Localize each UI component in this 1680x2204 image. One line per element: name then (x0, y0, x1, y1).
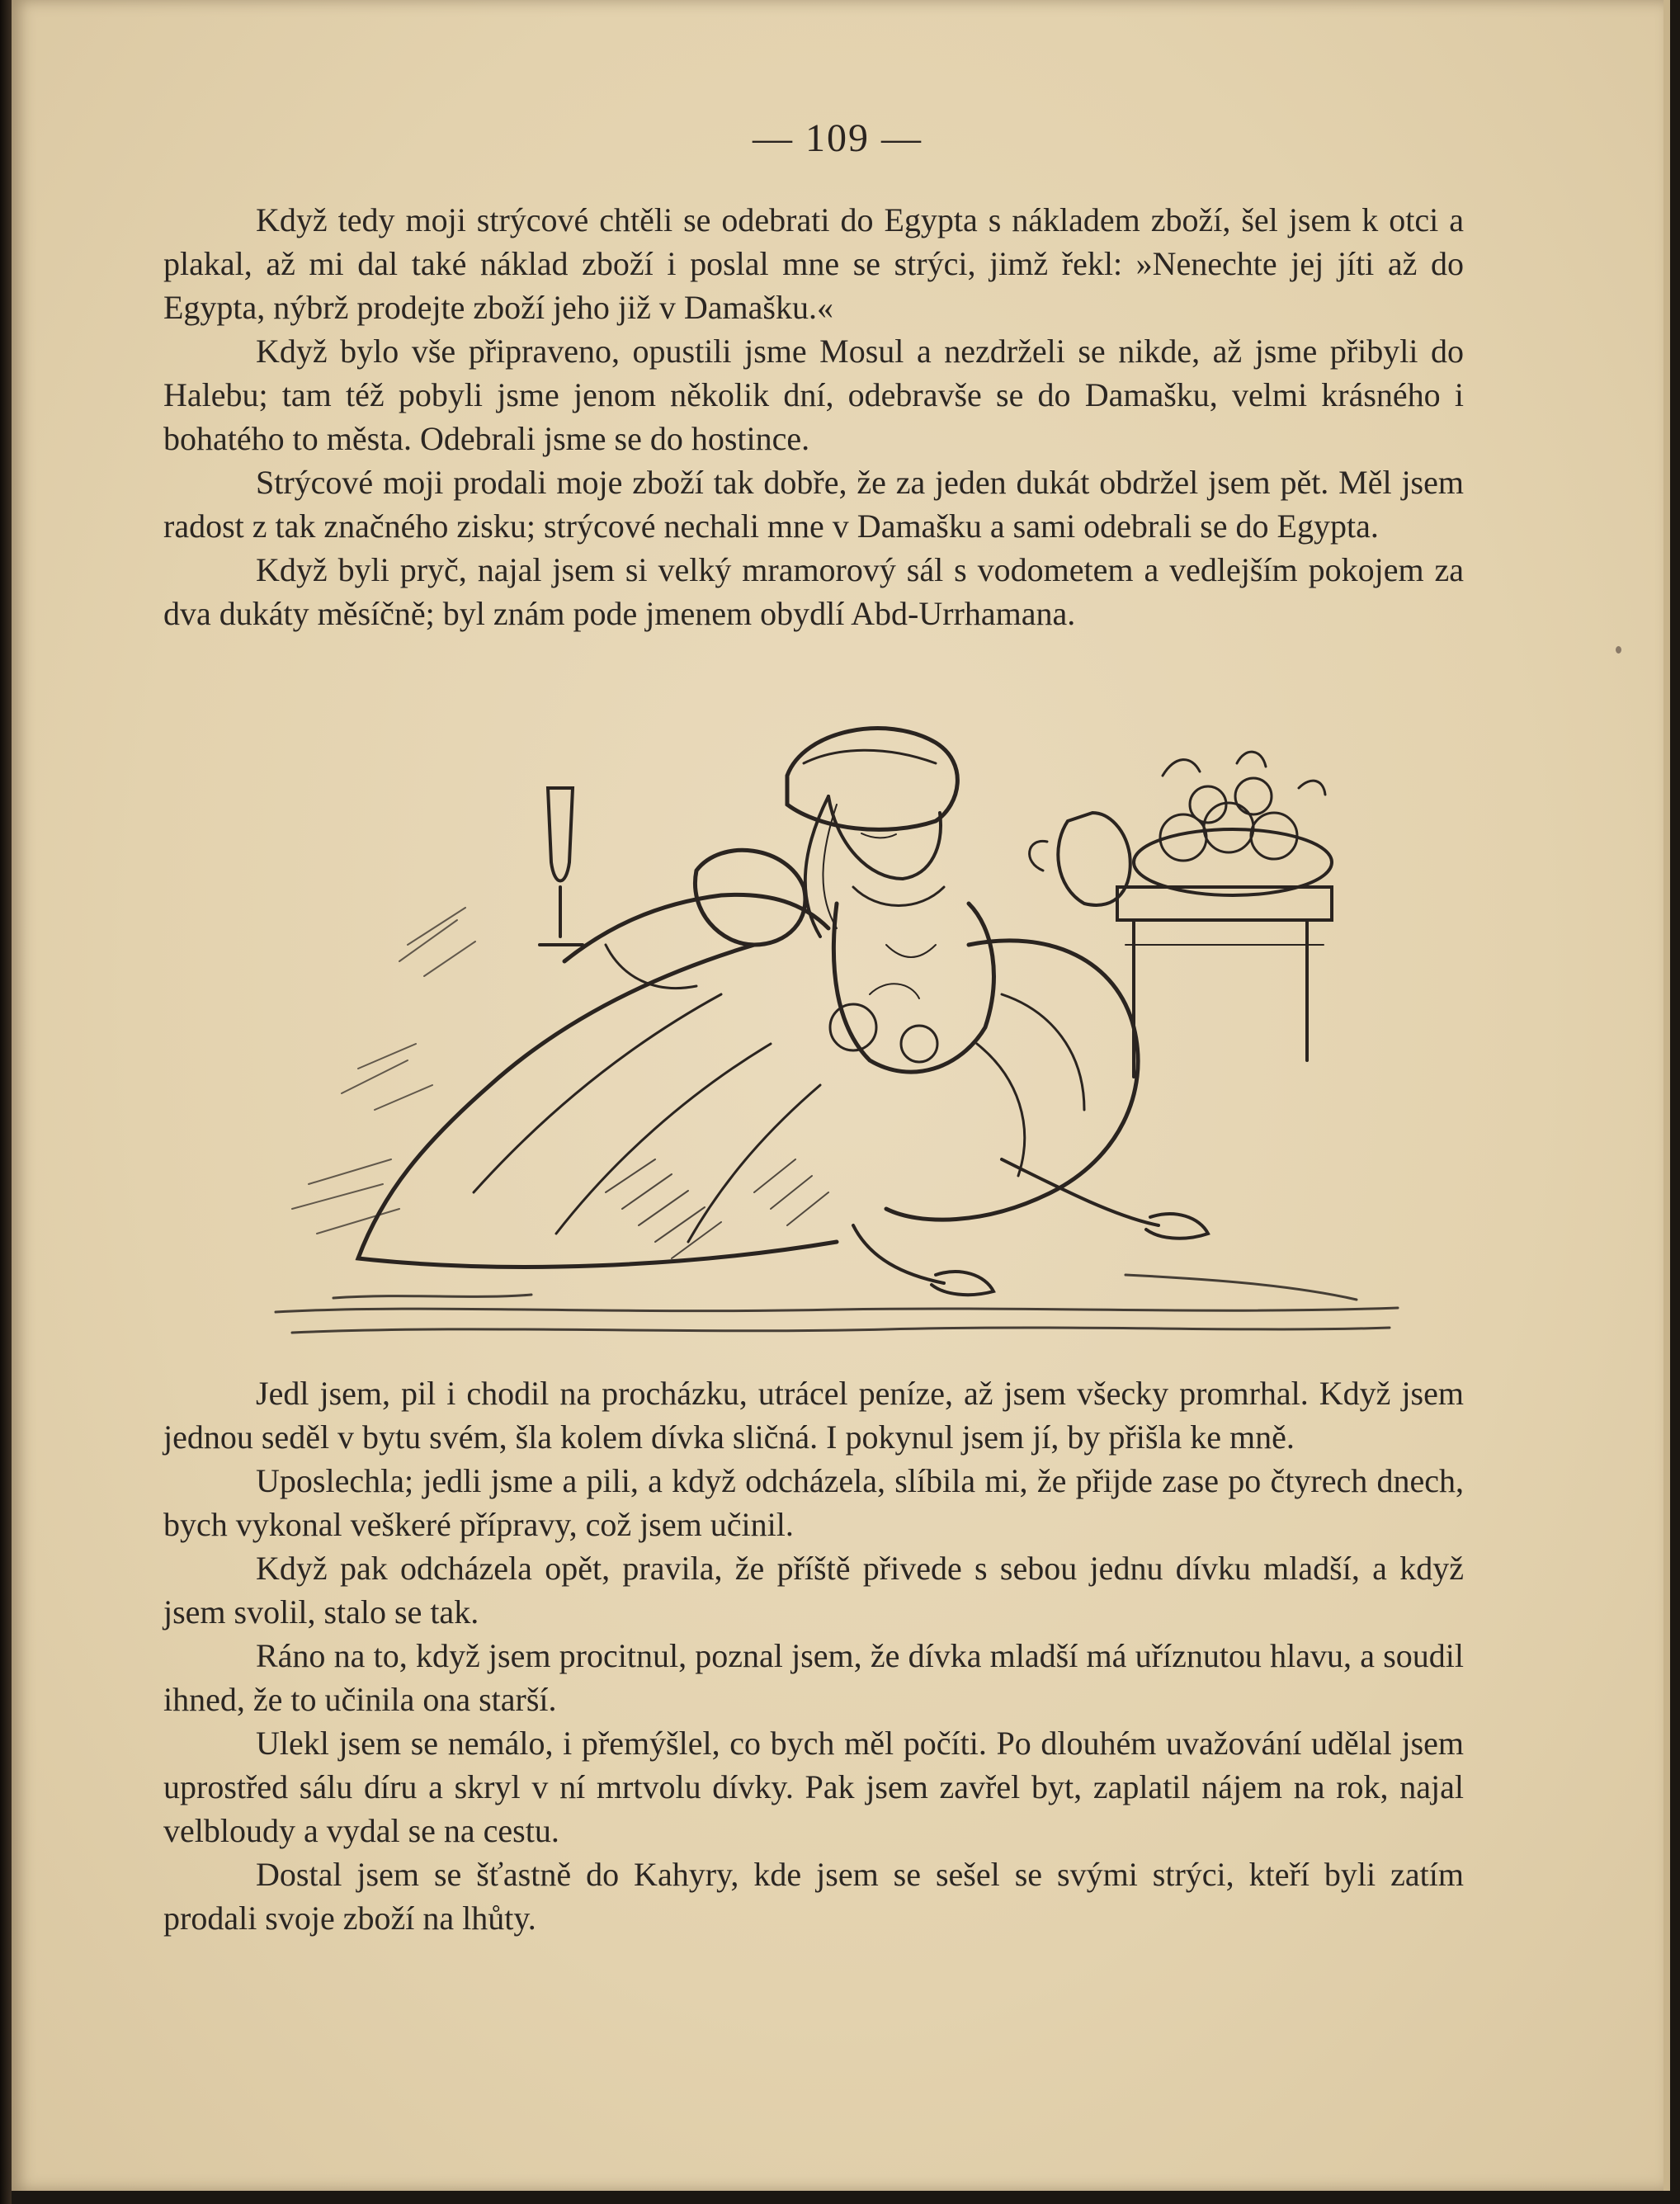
text-block-top (163, 198, 1464, 635)
paragraph: Dostal jsem se šťastně do Kahyry, kde jsem se sešel se svými strýci, kteří byli zatím prodali svoje zboží na lhůty. (163, 1856, 1464, 1937)
paragraph: Když pak odcházela opět, pravila, že příště přivede s sebou jednu dívku mladší, a když jsem svolil, stalo se tak. (163, 1550, 1464, 1631)
paragraph: Když bylo vše připraveno, opustili jsme Mosul a nezdrželi se nikde, až jsme přibyli do Halebu; tam též pobyli jsme jenom několik dní, odebravše se do Damašku, velmi krásného i bohatého to města. Odebrali jsme se do hostince. (163, 333, 1464, 457)
book-spine (0, 0, 12, 2204)
paragraph: Když tedy moji strýcové chtěli se odebrati do Egypta s nákladem zboží, šel jsem k otci a plakal, až mi dal také náklad zboží i poslal mne se strýci, jimž řekl: »Nenechte jej jíti až do Egypta, nýbrž prodejte zboží jeho již v Damašku.« (163, 201, 1464, 326)
paragraph: Když byli pryč, najal jsem si velký mramorový sál s vodometem a vedlejším pokojem za dva dukáty měsíčně; byl znám pode jmenem obydlí Abd-Urrhamana. (163, 551, 1464, 632)
book-page (12, 0, 1670, 2191)
paragraph: Jedl jsem, pil i chodil na procházku, utrácel peníze, až jsem všecky promrhal. Když jsem jednou seděl v bytu svém, šla kolem dívka sličná. I pokynul jsem jí, by přišla ke mně. (163, 1375, 1464, 1456)
page-number: — 109 — (753, 116, 923, 160)
paragraph: Strýcové moji prodali moje zboží tak dobře, že za jeden dukát obdržel jsem pět. Měl jsem radost z tak značného zisku; strýcové nechali mne v Damašku a sami odebrali se do Egypta. (163, 464, 1464, 545)
paragraph: Uposlechla; jedli jsme a pili, a když odcházela, slíbila mi, že přijde zase po čtyrech dnech, bych vykonal veškeré přípravy, což jsem učinil. (163, 1462, 1464, 1543)
paragraph: Ulekl jsem se nemálo, i přemýšlel, co bych měl počíti. Po dlouhém uvažování udělal jsem uprostřed sálu díru a skryl v ní mrtvolu dívky. Pak jsem zavřel byt, zaplatil nájem na rok, najal velbloudy a vydal se na cestu. (163, 1725, 1464, 1849)
text-block-bottom (163, 1371, 1464, 1940)
engraving-woman-with-goblet-icon (259, 697, 1431, 1349)
paragraph: Ráno na to, když jsem procitnul, poznal jsem, že dívka mladší má uříznutou hlavu, a soudil ihned, že to učinila ona starší. (163, 1637, 1464, 1718)
margin-ink-dot (1616, 646, 1621, 654)
